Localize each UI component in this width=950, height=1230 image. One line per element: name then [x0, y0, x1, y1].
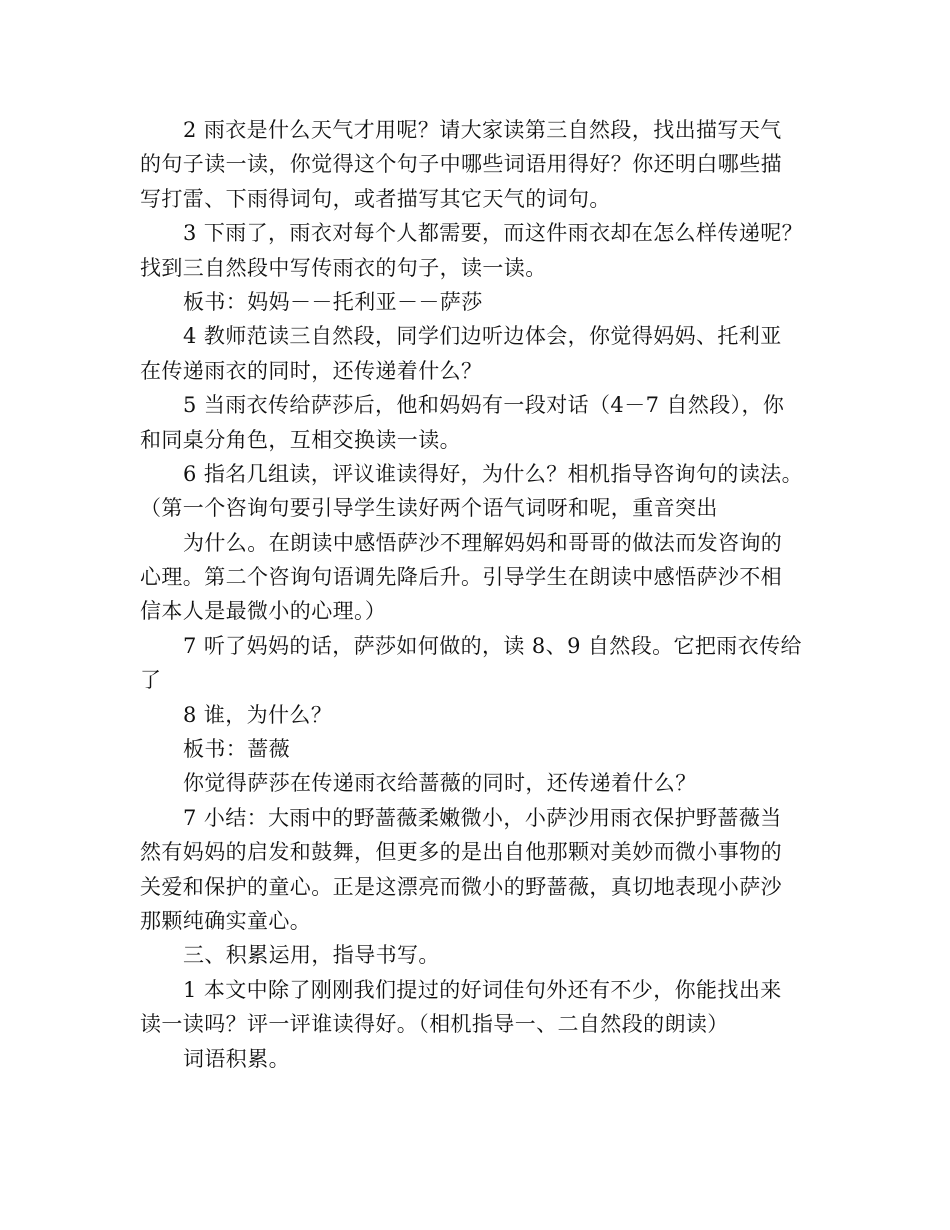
- text-line: 三、积累运用，指导书写。: [183, 943, 440, 968]
- text-line: 读一读吗？评一评谁读得好。（相机指导一、二自然段的朗读）: [140, 1012, 729, 1037]
- text-line: 然有妈妈的启发和鼓舞，但更多的是出自他那颗对美妙而微小事物的: [140, 840, 782, 865]
- text-line: 5 当雨衣传给萨莎后，他和妈妈有一段对话（4－7 自然段），你: [183, 393, 785, 418]
- text-line: 3 下雨了，雨衣对每个人都需要，而这件雨衣却在怎么样传递呢？: [183, 221, 804, 246]
- text-line: 6 指名几组读，评议谁读得好，为什么？相机指导咨询句的读法。: [183, 461, 804, 486]
- text-line: 你觉得萨莎在传递雨衣给蔷薇的同时，还传递着什么？: [183, 771, 697, 796]
- text-line: 为什么。在朗读中感悟萨沙不理解妈妈和哥哥的做法而发咨询的: [183, 530, 783, 555]
- text-line: 那颗纯确实童心。: [140, 908, 312, 933]
- text-line: 1 本文中除了刚刚我们提过的好词佳句外还有不少，你能找出来: [183, 977, 782, 1002]
- text-line: 板书：妈妈－－托利亚－－萨莎: [183, 289, 483, 314]
- text-line: 在传递雨衣的同时，还传递着什么？: [140, 358, 483, 383]
- text-line: 的句子读一读，你觉得这个句子中哪些词语用得好？你还明白哪些描: [140, 152, 782, 177]
- text-line: 2 雨衣是什么天气才用呢？请大家读第三自然段，找出描写天气: [183, 118, 782, 142]
- document-body: [140, 113, 830, 1076]
- text-line: 板书：蔷薇: [183, 737, 290, 762]
- text-line: 词语积累。: [183, 1046, 290, 1071]
- text-line: 找到三自然段中写传雨衣的句子，读一读。: [140, 255, 547, 280]
- text-line: 了: [140, 668, 162, 693]
- text-line: 8 谁，为什么？: [183, 702, 333, 727]
- text-line: 信本人是最微小的心理。）: [140, 599, 387, 624]
- text-line: 4 教师范读三自然段，同学们边听边体会，你觉得妈妈、托利亚: [183, 324, 782, 349]
- text-line: 写打雷、下雨得词句，或者描写其它天气的词句。: [140, 186, 611, 211]
- text-line: 7 听了妈妈的话，萨莎如何做的，读 8、9 自然段。它把雨衣传给: [183, 633, 802, 658]
- text-line: 7 小结：大雨中的野蔷薇柔嫩微小，小萨沙用雨衣保护野蔷薇当: [183, 805, 782, 830]
- text-line: 心理。第二个咨询句语调先降后升。引导学生在朗读中感悟萨沙不相: [140, 565, 782, 590]
- text-line: （第一个咨询句要引导学生读好两个语气词呀和呢，重音突出: [140, 496, 718, 521]
- text-line: 关爱和保护的童心。正是这漂亮而微小的野蔷薇，真切地表现小萨沙: [140, 874, 782, 899]
- text-line: 和同桌分角色，互相交换读一读。: [140, 427, 461, 452]
